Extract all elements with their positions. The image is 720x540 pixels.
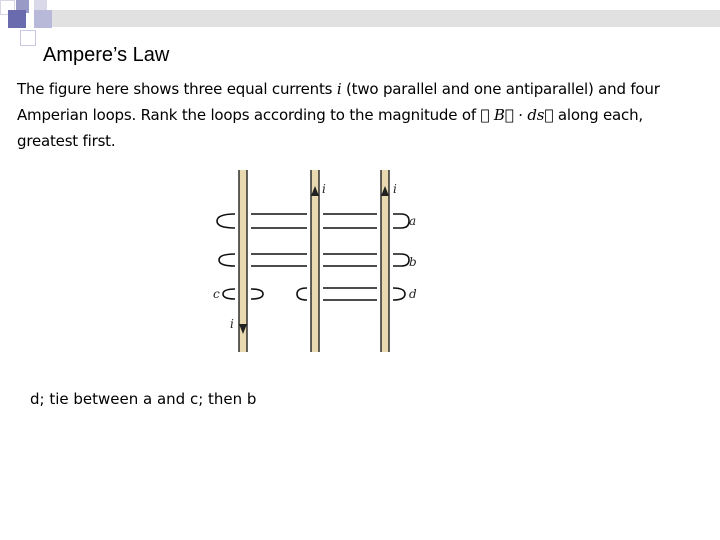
question-part-1: The figure here shows three equal currents bbox=[17, 80, 337, 98]
slide-title: Ampere’s Law bbox=[43, 44, 170, 66]
loop-label-d: d bbox=[409, 287, 417, 301]
loop-label-c: c bbox=[213, 287, 220, 301]
question-text bbox=[17, 76, 707, 154]
loop-label-a: a bbox=[409, 214, 417, 228]
deco-square bbox=[34, 10, 52, 28]
decorative-squares bbox=[0, 0, 60, 50]
answer-text: d; tie between a and c; then b bbox=[30, 390, 257, 408]
line-integral-expression: ∮ B⃗ · ds⃗ bbox=[480, 106, 554, 124]
current-label-middle: i bbox=[322, 182, 326, 196]
header-bar bbox=[52, 10, 720, 27]
current-label-left: i bbox=[230, 317, 234, 331]
current-symbol: i bbox=[336, 80, 342, 98]
question-part-2: (two parallel and one antiparallel) and four Amperian loops. Rank the loops according to the magnitude of bbox=[17, 80, 660, 124]
wire-middle bbox=[311, 170, 319, 352]
amperian-loops-figure bbox=[205, 168, 435, 354]
question-part-3: along each, greatest first. bbox=[17, 106, 643, 150]
loop-label-b: b bbox=[409, 255, 417, 269]
wire-right bbox=[381, 170, 389, 352]
deco-square bbox=[20, 30, 36, 46]
current-label-right: i bbox=[393, 182, 397, 196]
deco-square bbox=[8, 10, 26, 28]
